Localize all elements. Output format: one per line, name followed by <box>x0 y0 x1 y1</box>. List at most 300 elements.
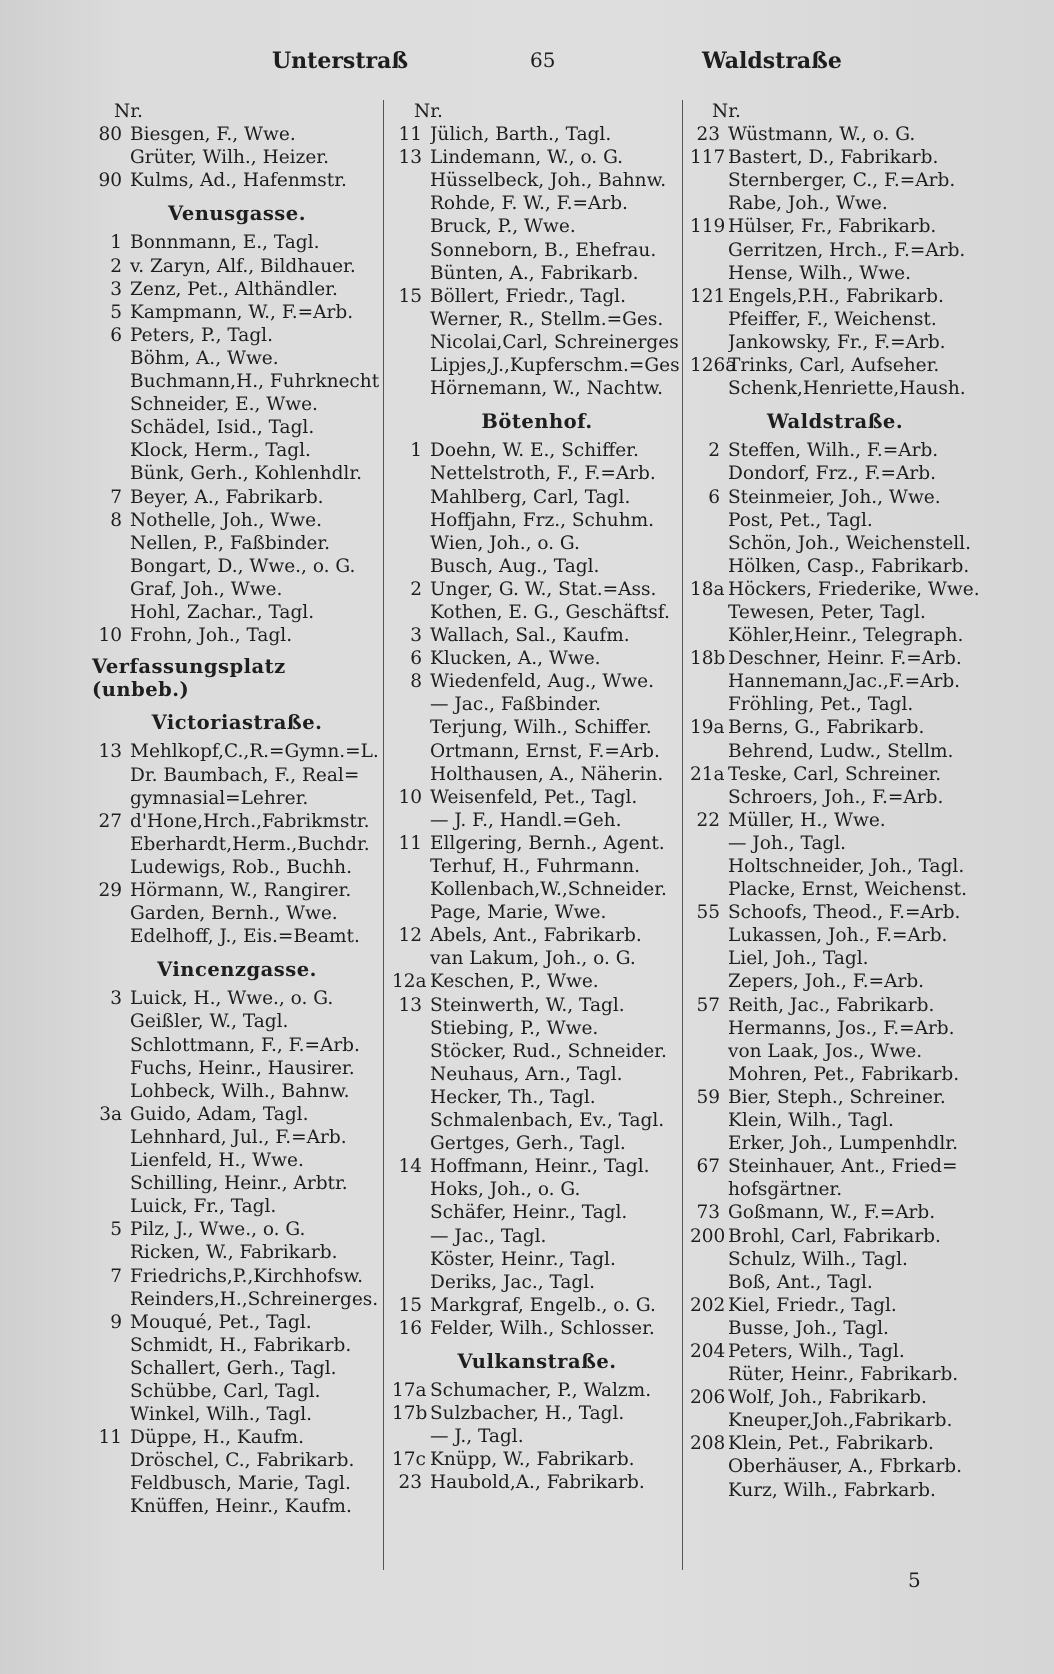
resident-entry: Jülich, Barth., Tagl. <box>430 124 612 146</box>
resident-entry: Hecker, Th., Tagl. <box>430 1086 596 1108</box>
house-number <box>392 947 430 970</box>
directory-entry <box>92 879 382 902</box>
directory-entry <box>690 439 980 462</box>
directory-entry <box>392 1040 682 1063</box>
directory-entry <box>690 555 980 578</box>
house-number <box>690 878 728 901</box>
resident-entry: Hoks, Joh., o. G. <box>430 1179 581 1201</box>
house-number: 73 <box>696 1202 720 1224</box>
directory-entry <box>392 331 682 354</box>
house-number <box>92 1357 130 1380</box>
house-number <box>392 354 430 377</box>
directory-entry <box>92 1195 382 1218</box>
directory-entry <box>392 1132 682 1155</box>
directory-entry <box>92 439 382 462</box>
directory-entry <box>392 624 682 647</box>
house-number <box>690 192 728 215</box>
house-number <box>392 1178 430 1201</box>
house-number <box>690 601 728 624</box>
directory-entry <box>690 354 980 377</box>
house-number <box>690 786 728 809</box>
resident-entry: Biesgen, F., Wwe. <box>130 124 296 146</box>
house-number: 59 <box>696 1086 720 1108</box>
directory-entry <box>92 1218 382 1241</box>
resident-entry: Guido, Adam, Tagl. <box>130 1103 309 1125</box>
directory-entry <box>690 1063 980 1086</box>
house-number <box>92 578 130 601</box>
directory-entry <box>92 601 382 624</box>
directory-entry <box>92 1380 382 1403</box>
footer-page-number: 5 <box>908 1568 921 1592</box>
resident-entry: Wien, Joh., o. G. <box>430 532 580 554</box>
house-number <box>92 370 130 393</box>
house-number <box>92 1472 130 1495</box>
resident-entry: Kulms, Ad., Hafenmstr. <box>130 170 347 192</box>
directory-entry <box>690 377 980 400</box>
directory-entry <box>690 169 980 192</box>
house-number <box>392 1248 430 1271</box>
resident-entry: Dondorf, Frz., F.=Arb. <box>728 463 936 485</box>
resident-entry: Schallert, Gerh., Tagl. <box>130 1357 337 1379</box>
directory-entry <box>92 833 382 856</box>
street-heading: Victoriastraße. <box>151 711 323 735</box>
directory-entry <box>92 856 382 879</box>
resident-entry: Engels,P.H., Fabrikarb. <box>728 285 944 307</box>
directory-entry <box>690 1271 980 1294</box>
resident-entry: Wallach, Sal., Kaufm. <box>430 625 630 647</box>
resident-entry: gymnasial=Lehrer. <box>130 787 309 809</box>
directory-entry <box>392 1425 682 1448</box>
house-number <box>92 856 130 879</box>
resident-entry: — Joh., Tagl. <box>728 832 847 854</box>
house-number: 15 <box>398 285 422 307</box>
house-number: 2 <box>708 440 720 462</box>
directory-entry <box>392 994 682 1017</box>
resident-entry: Placke, Ernst, Weichenst. <box>728 879 967 901</box>
directory-entry <box>92 1241 382 1264</box>
house-number <box>392 740 430 763</box>
directory-entry <box>690 262 980 285</box>
house-number <box>690 924 728 947</box>
house-number: 19a <box>690 717 725 739</box>
resident-entry: Liel, Joh., Tagl. <box>728 948 869 970</box>
resident-entry: Schulz, Wilh., Tagl. <box>728 1248 908 1270</box>
house-number <box>690 1479 728 1502</box>
resident-entry: Schmalenbach, Ev., Tagl. <box>430 1110 665 1132</box>
resident-entry: Brohl, Carl, Fabrikarb. <box>728 1225 941 1247</box>
directory-entry <box>92 370 382 393</box>
house-number: 17c <box>392 1449 426 1471</box>
resident-entry: von Laak, Jos., Wwe. <box>728 1040 923 1062</box>
resident-entry: Sternberger, C., F.=Arb. <box>728 170 956 192</box>
house-number: 3a <box>99 1103 122 1125</box>
resident-entry: Zenz, Pet., Althändler. <box>130 278 338 300</box>
resident-entry: — J. F., Handl.=Geh. <box>430 809 622 831</box>
house-number: 22 <box>696 809 720 831</box>
house-number: 117 <box>690 147 726 169</box>
directory-entry <box>392 555 682 578</box>
house-number <box>92 787 130 810</box>
directory-entry <box>690 1340 980 1363</box>
resident-entry: Hölken, Casp., Fabrikarb. <box>728 555 970 577</box>
directory-entry <box>690 601 980 624</box>
resident-entry: Bier, Steph., Schreiner. <box>728 1086 946 1108</box>
house-number <box>392 331 430 354</box>
resident-entry: Friedrichs,P.,Kirchhofsw. <box>130 1265 364 1287</box>
directory-entry <box>92 1080 382 1103</box>
resident-entry: Pfeiffer, F., Weichenst. <box>728 308 937 330</box>
resident-entry: Hense, Wilh., Wwe. <box>728 262 911 284</box>
directory-entry <box>690 1040 980 1063</box>
resident-entry: Erker, Joh., Lumpenhdlr. <box>728 1133 959 1155</box>
resident-entry: Schilling, Heinr., Arbtr. <box>130 1173 348 1195</box>
house-number: 13 <box>98 741 122 763</box>
resident-entry: Lohbeck, Wilh., Bahnw. <box>130 1080 350 1102</box>
directory-entry <box>92 1149 382 1172</box>
house-number <box>92 925 130 948</box>
resident-entry: Haubold,A., Fabrikarb. <box>430 1472 645 1494</box>
directory-entry <box>92 810 382 833</box>
directory-entry <box>690 1225 980 1248</box>
directory-entry <box>392 192 682 215</box>
directory-entry <box>92 1034 382 1057</box>
house-number: 3 <box>410 625 422 647</box>
resident-entry: Hörmann, W., Rangirer. <box>130 880 352 901</box>
house-number: 1 <box>410 440 422 462</box>
resident-entry: Düppe, H., Kaufm. <box>130 1427 304 1449</box>
directory-entry <box>92 902 382 925</box>
house-number <box>690 1017 728 1040</box>
resident-entry: Oberhäuser, A., Fbrkarb. <box>728 1456 963 1478</box>
house-number <box>690 1248 728 1271</box>
directory-entry <box>690 1086 980 1109</box>
header-left-street: Unterstraß <box>272 48 409 74</box>
directory-entry <box>392 1201 682 1224</box>
house-number <box>690 624 728 647</box>
directory-entry <box>392 262 682 285</box>
resident-entry: Klock, Herm., Tagl. <box>130 440 311 462</box>
house-number: 16 <box>398 1317 422 1339</box>
resident-entry: Kiel, Friedr., Tagl. <box>728 1294 897 1316</box>
house-number <box>92 902 130 925</box>
resident-entry: Hoffjahn, Frz., Schuhm. <box>430 509 655 531</box>
resident-entry: Ricken, W., Fabrikarb. <box>130 1242 338 1264</box>
house-number <box>92 1126 130 1149</box>
house-number <box>690 555 728 578</box>
house-number <box>690 670 728 693</box>
column-nr-label: Nr. <box>114 101 143 122</box>
resident-entry: Lipjes,J.,Kupferschm.=Ges <box>430 355 680 377</box>
house-number: 7 <box>110 1265 122 1287</box>
resident-entry: Schumacher, P., Walzm. <box>430 1380 652 1402</box>
house-number <box>690 1363 728 1386</box>
resident-entry: Nellen, P., Faßbinder. <box>130 532 331 554</box>
resident-entry: d'Hone,Hrch.,Fabrikmstr. <box>130 810 370 832</box>
directory-entry <box>392 285 682 308</box>
street-heading: Verfassungsplatz (unbeb.) <box>92 655 286 702</box>
house-number <box>92 601 130 624</box>
resident-entry: Luick, Fr., Tagl. <box>130 1196 277 1218</box>
directory-entry <box>92 578 382 601</box>
resident-entry: Goßmann, W., F.=Arb. <box>728 1202 936 1224</box>
directory-entry <box>690 1155 980 1178</box>
resident-entry: Hohl, Zachar., Tagl. <box>130 601 315 623</box>
resident-entry: Gertges, Gerh., Tagl. <box>430 1133 626 1155</box>
header-right-street: Waldstraße <box>702 48 842 74</box>
directory-entry <box>690 809 980 832</box>
resident-entry: Hülser, Fr., Fabrikarb. <box>728 216 937 238</box>
house-number: 121 <box>690 285 726 307</box>
house-number <box>92 462 130 485</box>
house-number <box>92 1288 130 1311</box>
house-number: 119 <box>690 216 726 238</box>
house-number <box>392 1086 430 1109</box>
resident-entry: Reith, Jac., Fabrikarb. <box>728 994 935 1016</box>
directory-entry <box>92 1426 382 1449</box>
directory-entry <box>690 901 980 924</box>
resident-entry: Wüstmann, W., o. G. <box>728 124 916 146</box>
directory-entry <box>690 1432 980 1455</box>
resident-entry: Schön, Joh., Weichenstell. <box>728 532 971 554</box>
directory-entry <box>690 970 980 993</box>
directory-entry <box>392 239 682 262</box>
directory-entry <box>690 239 980 262</box>
resident-entry: Dr. Baumbach, F., Real= <box>130 764 360 786</box>
house-number <box>92 1057 130 1080</box>
resident-entry: Mohren, Pet., Fabrikarb. <box>728 1063 960 1085</box>
resident-entry: Reinders,H.,Schreinerges. <box>130 1288 379 1310</box>
house-number: 12a <box>392 971 427 993</box>
directory-entry <box>92 231 382 254</box>
directory-entry <box>392 601 682 624</box>
resident-entry: Tewesen, Peter, Tagl. <box>728 601 926 623</box>
house-number <box>690 377 728 400</box>
resident-entry: Geißler, W., Tagl. <box>130 1011 289 1033</box>
house-number: 7 <box>110 486 122 508</box>
directory-entry <box>392 832 682 855</box>
resident-entry: Nicolai,Carl, Schreinerges <box>430 331 679 353</box>
directory-entry <box>690 308 980 331</box>
house-number <box>690 970 728 993</box>
house-number: 55 <box>696 902 720 924</box>
house-number: 15 <box>398 1294 422 1316</box>
house-number <box>92 416 130 439</box>
directory-entry <box>92 146 382 169</box>
house-number: 90 <box>98 170 122 192</box>
directory-entry <box>690 786 980 809</box>
resident-entry: Hermanns, Jos., F.=Arb. <box>728 1017 955 1039</box>
resident-entry: Köster, Heinr., Tagl. <box>430 1248 616 1270</box>
house-number: 23 <box>398 1472 422 1494</box>
house-number <box>690 308 728 331</box>
house-number <box>392 215 430 238</box>
directory-entry <box>690 624 980 647</box>
house-number <box>690 262 728 285</box>
directory-entry <box>92 393 382 416</box>
house-number <box>392 1225 430 1248</box>
resident-entry: Teske, Carl, Schreiner. <box>728 763 942 785</box>
resident-entry: Lienfeld, H., Wwe. <box>130 1150 304 1172</box>
directory-entry <box>392 901 682 924</box>
house-number <box>690 832 728 855</box>
street-heading: Vulkanstraße. <box>457 1349 617 1373</box>
resident-entry: Hörnemann, W., Nachtw. <box>430 378 664 400</box>
house-number <box>392 509 430 532</box>
house-number: 27 <box>98 810 122 832</box>
resident-entry: Grüter, Wilh., Heizer. <box>130 147 329 169</box>
directory-entry <box>92 764 382 787</box>
resident-entry: van Lakum, Joh., o. G. <box>430 948 636 970</box>
house-number: 80 <box>98 124 122 146</box>
resident-entry: Höckers, Friederike, Wwe. <box>728 578 980 600</box>
house-number <box>392 878 430 901</box>
directory-entry <box>392 1379 682 1402</box>
house-number: 206 <box>690 1387 726 1409</box>
house-number <box>92 1149 130 1172</box>
directory-entry <box>392 786 682 809</box>
resident-entry: Sonneborn, B., Ehefrau. <box>430 239 657 261</box>
directory-entry <box>92 1126 382 1149</box>
directory-column-2 <box>392 100 682 1495</box>
resident-entry: Ludewigs, Rob., Buchh. <box>130 856 352 878</box>
house-number: 17b <box>392 1403 428 1425</box>
resident-entry: Bastert, D., Fabrikarb. <box>728 147 939 169</box>
resident-entry: Schlottmann, F., F.=Arb. <box>130 1034 360 1056</box>
house-number <box>392 262 430 285</box>
resident-entry: Müller, H., Wwe. <box>728 809 886 831</box>
directory-entry <box>92 462 382 485</box>
directory-entry <box>690 878 980 901</box>
resident-entry: Rohde, F. W., F.=Arb. <box>430 193 628 215</box>
directory-entry <box>392 1402 682 1425</box>
house-number: 21a <box>690 763 725 785</box>
directory-entry <box>92 1311 382 1334</box>
house-number: 23 <box>696 124 720 146</box>
house-number <box>92 393 130 416</box>
directory-entry <box>92 1103 382 1126</box>
house-number: 3 <box>110 278 122 300</box>
resident-entry: Klein, Wilh., Tagl. <box>728 1110 894 1132</box>
house-number <box>690 1409 728 1432</box>
directory-entry <box>690 1109 980 1132</box>
resident-entry: Klucken, A., Wwe. <box>430 648 601 670</box>
house-number <box>92 1172 130 1195</box>
directory-entry <box>392 1271 682 1294</box>
house-number <box>392 169 430 192</box>
directory-entry <box>690 1294 980 1317</box>
resident-entry: Knüffen, Heinr., Kaufm. <box>130 1496 352 1518</box>
directory-entry <box>92 1495 382 1518</box>
house-number <box>690 1271 728 1294</box>
street-heading: Vincenzgasse. <box>157 958 317 982</box>
house-number: 204 <box>690 1340 726 1362</box>
house-number <box>92 1495 130 1518</box>
directory-entry <box>392 578 682 601</box>
directory-entry <box>392 509 682 532</box>
directory-entry <box>690 693 980 716</box>
directory-entry <box>392 693 682 716</box>
directory-entry <box>690 647 980 670</box>
resident-entry: Feldbusch, Marie, Tagl. <box>130 1473 351 1495</box>
directory-entry <box>690 740 980 763</box>
directory-entry <box>92 532 382 555</box>
resident-entry: Behrend, Ludw., Stellm. <box>728 740 954 762</box>
directory-entry <box>392 1086 682 1109</box>
resident-entry: Lehnhard, Jul., F.=Arb. <box>130 1126 347 1148</box>
resident-entry: Zepers, Joh., F.=Arb. <box>728 971 925 993</box>
resident-entry: Peters, P., Tagl. <box>130 324 273 346</box>
house-number <box>92 1241 130 1264</box>
column-nr-label: Nr. <box>414 101 443 122</box>
house-number <box>690 693 728 716</box>
house-number: 13 <box>398 994 422 1016</box>
house-number <box>392 486 430 509</box>
resident-entry: Steffen, Wilh., F.=Arb. <box>728 440 939 462</box>
directory-entry <box>690 924 980 947</box>
directory-entry <box>690 1178 980 1201</box>
resident-entry: Schäfer, Heinr., Tagl. <box>430 1202 628 1224</box>
resident-entry: Hannemann,Jac.,F.=Arb. <box>728 671 961 693</box>
house-number <box>690 169 728 192</box>
resident-entry: Felder, Wilh., Schlosser. <box>430 1317 655 1339</box>
resident-entry: Garden, Bernh., Wwe. <box>130 903 338 925</box>
resident-entry: Deschner, Heinr. F.=Arb. <box>728 648 962 670</box>
resident-entry: Klein, Pet., Fabrikarb. <box>728 1433 934 1455</box>
directory-entry <box>690 1363 980 1386</box>
resident-entry: Kothen, E. G., Geschäftsf. <box>430 601 670 623</box>
house-number <box>92 764 130 787</box>
directory-entry <box>92 123 382 146</box>
resident-entry: Schenk,Henriette,Haush. <box>728 378 966 400</box>
directory-entry <box>392 462 682 485</box>
resident-entry: Edelhoff, J., Eis.=Beamt. <box>130 926 360 948</box>
directory-entry <box>690 832 980 855</box>
house-number: 202 <box>690 1294 726 1316</box>
house-number <box>690 532 728 555</box>
directory-column-3 <box>690 100 980 1502</box>
resident-entry: Weisenfeld, Pet., Tagl. <box>430 786 638 808</box>
house-number <box>392 855 430 878</box>
resident-entry: Bünten, A., Fabrikarb. <box>430 262 639 284</box>
resident-entry: Bruck, P., Wwe. <box>430 216 576 238</box>
directory-entry <box>690 1201 980 1224</box>
house-number <box>690 1132 728 1155</box>
house-number <box>392 809 430 832</box>
house-number <box>392 192 430 215</box>
house-number <box>690 1317 728 1340</box>
resident-entry: Holthausen, A., Näherin. <box>430 763 664 785</box>
directory-entry <box>92 255 382 278</box>
directory-entry <box>392 1471 682 1494</box>
house-number <box>92 833 130 856</box>
resident-entry: Dröschel, C., Fabrikarb. <box>130 1450 355 1472</box>
resident-entry: Trinks, Carl, Aufseher. <box>728 355 940 377</box>
resident-entry: Knüpp, W., Fabrikarb. <box>430 1449 635 1471</box>
house-number <box>92 1010 130 1033</box>
directory-entry <box>92 925 382 948</box>
directory-entry <box>392 763 682 786</box>
resident-entry: Winkel, Wilh., Tagl. <box>130 1404 313 1426</box>
house-number <box>92 1080 130 1103</box>
house-number: 11 <box>98 1427 122 1449</box>
house-number <box>92 1195 130 1218</box>
resident-entry: — J., Tagl. <box>430 1426 524 1448</box>
resident-entry: Berns, G., Fabrikarb. <box>728 717 925 739</box>
directory-entry <box>92 1172 382 1195</box>
house-number <box>392 901 430 924</box>
house-number <box>92 347 130 370</box>
house-number <box>690 1455 728 1478</box>
